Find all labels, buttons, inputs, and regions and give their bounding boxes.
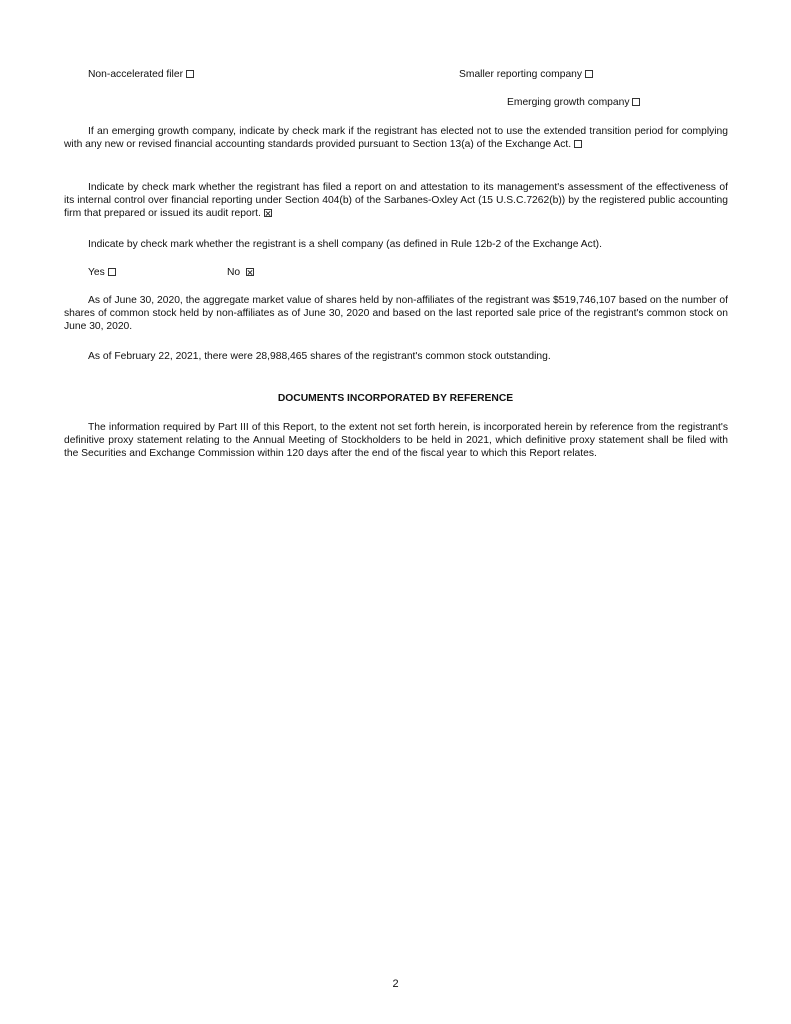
- non-accelerated-filer-row: [88, 68, 194, 81]
- shares-outstanding-paragraph: [64, 350, 728, 363]
- reference-info-text: The information required by Part III of this Report, to the extent not set forth herein, is incorporated herein by reference from the registrant's definitive proxy statement relating to the Annual Meeting of Stockholders to be held in 2021, which definitive proxy statement shall be filed with the Securities and Exchange Commission within 120 days after the end of the fiscal year to which this Report relates.: [64, 422, 728, 459]
- section-heading: DOCUMENTS INCORPORATED BY REFERENCE: [277, 393, 514, 404]
- emerging-transition-paragraph: [64, 125, 728, 151]
- non-accelerated-filer-checkbox[interactable]: [186, 70, 194, 78]
- internal-control-text: Indicate by check mark whether the registrant has filed a report on and attestation to its management's assessment of the effectiveness of its internal control over financial reporting under Section 404(b) of the Sarbanes-Oxley Act (15 U.S.C.7262(b)) by the registered public accounting firm that prepared or issued its audit report.: [64, 182, 728, 219]
- smaller-reporting-company-row: [459, 68, 593, 81]
- reference-info-paragraph: [64, 421, 728, 460]
- market-value-text: As of June 30, 2020, the aggregate market value of shares held by non-affiliates of the registrant was $519,746,107 based on the number of shares of common stock held by non-affiliates as of June 30, 2020 and based on the last reported sale price of the registrant's common stock on June 30, 2020.: [64, 295, 728, 332]
- emerging-growth-company-row: [507, 96, 640, 109]
- shares-outstanding-text: As of February 22, 2021, there were 28,988,465 shares of the registrant's common stock outstanding.: [88, 351, 551, 362]
- shell-company-paragraph: [64, 238, 728, 251]
- shell-yes-option: [88, 266, 116, 279]
- emerging-transition-text: If an emerging growth company, indicate by check mark if the registrant has elected not to use the extended transition period for complying with any new or revised financial accounting standards provided pursuant to Section 13(a) of the Exchange Act.: [64, 126, 728, 150]
- shell-company-text: Indicate by check mark whether the registrant is a shell company (as defined in Rule 12b-2 of the Exchange Act).: [88, 239, 602, 250]
- emerging-growth-company-label: Emerging growth company: [507, 97, 630, 108]
- internal-control-paragraph: [64, 181, 728, 220]
- page-number: 2: [392, 978, 399, 990]
- extended-transition-checkbox[interactable]: [574, 140, 582, 148]
- internal-control-checkbox[interactable]: [264, 209, 272, 217]
- market-value-paragraph: [64, 294, 728, 333]
- emerging-growth-company-checkbox[interactable]: [632, 98, 640, 106]
- shell-no-option: [227, 266, 254, 279]
- smaller-reporting-company-label: Smaller reporting company: [459, 69, 583, 80]
- shell-no-checkbox[interactable]: [246, 268, 254, 276]
- smaller-reporting-company-checkbox[interactable]: [585, 70, 593, 78]
- shell-yes-label: Yes: [88, 267, 105, 278]
- shell-no-label: No: [227, 267, 241, 278]
- shell-yes-checkbox[interactable]: [108, 268, 116, 276]
- non-accelerated-filer-label: Non-accelerated filer: [88, 69, 184, 80]
